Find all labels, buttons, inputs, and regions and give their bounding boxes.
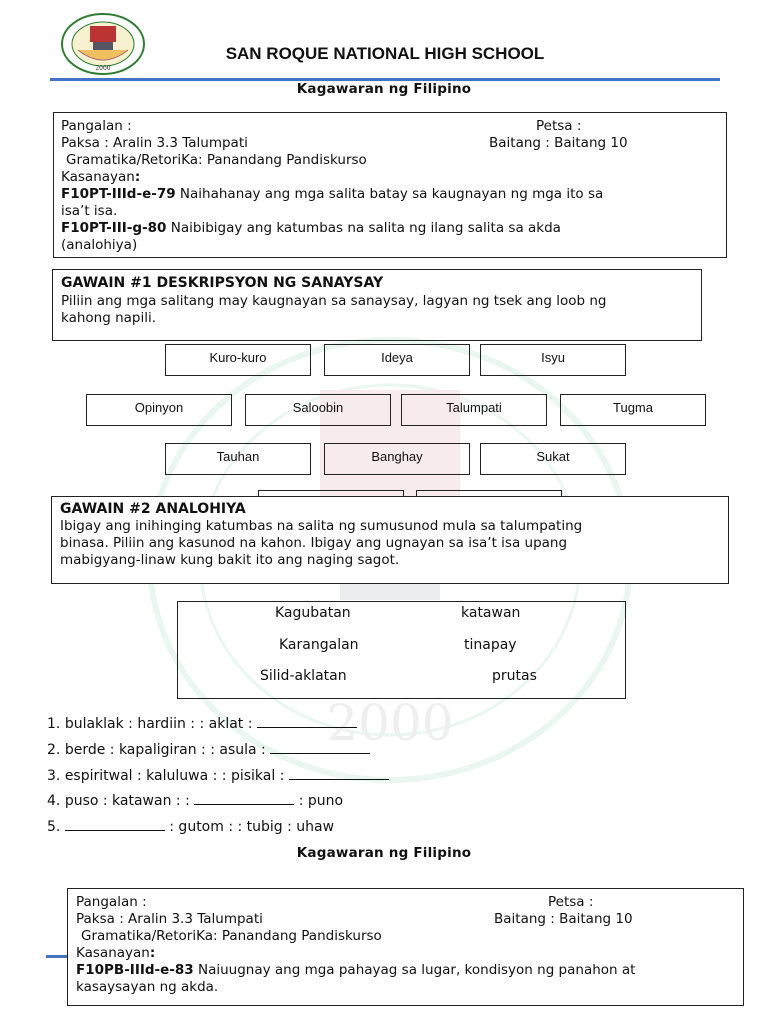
word-box[interactable]: Tauhan xyxy=(165,443,311,475)
competency-code: F10PT-III-g-80 xyxy=(61,220,167,236)
competency-code: F10PB-IIId-e-83 xyxy=(76,962,194,978)
question-text: bulaklak : hardiin : : aklat : xyxy=(64,716,257,732)
date-label: Petsa : xyxy=(548,894,594,910)
question-text-end: : gutom : : tubig : uhaw xyxy=(164,819,335,835)
info-box xyxy=(53,112,727,258)
department-title: Kagawaran ng Filipino xyxy=(296,81,472,97)
competency-text: Naibibigay ang katumbas na salita ng ilang salita sa akda xyxy=(166,220,561,236)
answer-blank[interactable] xyxy=(257,715,357,728)
topic-label: Paksa : Aralin 3.3 Talumpati xyxy=(61,135,248,151)
svg-text:2000: 2000 xyxy=(326,694,454,752)
activity-1-box xyxy=(52,269,702,341)
grade-label: Baitang : Baitang 10 xyxy=(489,135,628,151)
question-item xyxy=(47,767,389,784)
info-box xyxy=(67,888,744,1006)
activity-1-title: GAWAIN #1 DESKRIPSYON NG SANAYSAY xyxy=(61,275,384,291)
question-text: puso : katawan : : xyxy=(64,793,195,809)
competency-text: Naiuugnay ang mga pahayag sa lugar, kondisyon ng panahon at xyxy=(193,962,636,978)
word-box[interactable]: Ideya xyxy=(324,344,470,376)
question-text-end: : puno xyxy=(294,793,344,809)
answer-blank[interactable] xyxy=(65,818,165,831)
question-number: 5. xyxy=(47,819,61,835)
name-label: Pangalan : xyxy=(76,894,147,910)
question-item xyxy=(47,792,343,809)
competency-2 xyxy=(61,220,561,237)
word-box[interactable]: Tugma xyxy=(560,394,706,426)
activity-2-title: GAWAIN #2 ANALOHIYA xyxy=(60,501,246,517)
question-item xyxy=(47,715,357,732)
grade-label: Baitang : Baitang 10 xyxy=(494,911,633,927)
activity-1-instruction-cont: kahong napili. xyxy=(61,310,157,326)
choice-item: Karangalan xyxy=(279,637,359,653)
school-name: SAN ROQUE NATIONAL HIGH SCHOOL xyxy=(225,44,545,63)
answer-blank[interactable] xyxy=(289,767,389,780)
skills-heading xyxy=(76,945,155,962)
choice-item: tinapay xyxy=(464,637,517,653)
word-box[interactable]: Banghay xyxy=(324,443,470,475)
answer-blank[interactable] xyxy=(194,792,294,805)
activity-1-instruction: Piliin ang mga salitang may kaugnayan sa sanaysay, lagyan ng tsek ang loob ng xyxy=(61,293,607,309)
competency-1 xyxy=(76,962,635,979)
skills-heading xyxy=(61,169,140,186)
word-box[interactable]: Talumpati xyxy=(401,394,547,426)
choice-item: katawan xyxy=(461,605,521,621)
activity-2-instruction-cont: binasa. Piliin ang kasunod na kahon. Ibigay ang ugnayan sa isa’t isa upang xyxy=(60,535,568,551)
skills-label: Kasanayan xyxy=(76,945,150,961)
competency-code: F10PT-IIId-e-79 xyxy=(61,186,176,202)
question-number: 2. xyxy=(47,742,61,758)
question-item xyxy=(47,741,370,758)
answer-blank[interactable] xyxy=(270,741,370,754)
competency-1 xyxy=(61,186,603,203)
competency-text: Naihahanay ang mga salita batay sa kaugnayan ng mga ito sa xyxy=(175,186,604,202)
rule-fragment xyxy=(46,955,68,958)
competency-1-cont: isa’t isa. xyxy=(61,203,118,219)
question-text: espiritwal : kaluluwa : : pisikal : xyxy=(64,768,289,784)
question-number: 4. xyxy=(47,793,61,809)
grammar-label: Gramatika/RetoriKa: Panandang Pandiskurso xyxy=(66,152,367,168)
school-logo xyxy=(60,12,146,76)
question-text: berde : kapaligiran : : asula : xyxy=(64,742,271,758)
word-box[interactable]: Opinyon xyxy=(86,394,232,426)
word-box[interactable]: Kuro-kuro xyxy=(165,344,311,376)
question-item xyxy=(47,818,334,835)
topic-label: Paksa : Aralin 3.3 Talumpati xyxy=(76,911,263,927)
choice-item: Kagubatan xyxy=(275,605,351,621)
word-box[interactable]: Isyu xyxy=(480,344,626,376)
word-box[interactable]: Saloobin xyxy=(245,394,391,426)
skills-colon: : xyxy=(149,945,156,961)
competency-2-cont: (analohiya) xyxy=(61,237,138,253)
activity-2-box xyxy=(51,496,729,584)
skills-colon: : xyxy=(134,169,141,185)
question-number: 3. xyxy=(47,768,61,784)
name-label: Pangalan : xyxy=(61,118,132,134)
svg-text:2000: 2000 xyxy=(95,65,111,72)
skills-label: Kasanayan xyxy=(61,169,135,185)
question-number: 1. xyxy=(47,716,61,732)
date-label: Petsa : xyxy=(536,118,582,134)
choices-box xyxy=(177,601,626,699)
word-box[interactable]: Sukat xyxy=(480,443,626,475)
grammar-label: Gramatika/RetoriKa: Panandang Pandiskurso xyxy=(81,928,382,944)
activity-2-instruction-cont: mabigyang-linaw kung bakit ito ang naging sagot. xyxy=(60,552,400,568)
activity-2-instruction: Ibigay ang inihinging katumbas na salita ng sumusunod mula sa talumpating xyxy=(60,518,583,534)
department-title: Kagawaran ng Filipino xyxy=(296,845,472,861)
competency-1-cont: kasaysayan ng akda. xyxy=(76,979,219,995)
choice-item: Silid-aklatan xyxy=(260,668,347,684)
choice-item: prutas xyxy=(492,668,537,684)
